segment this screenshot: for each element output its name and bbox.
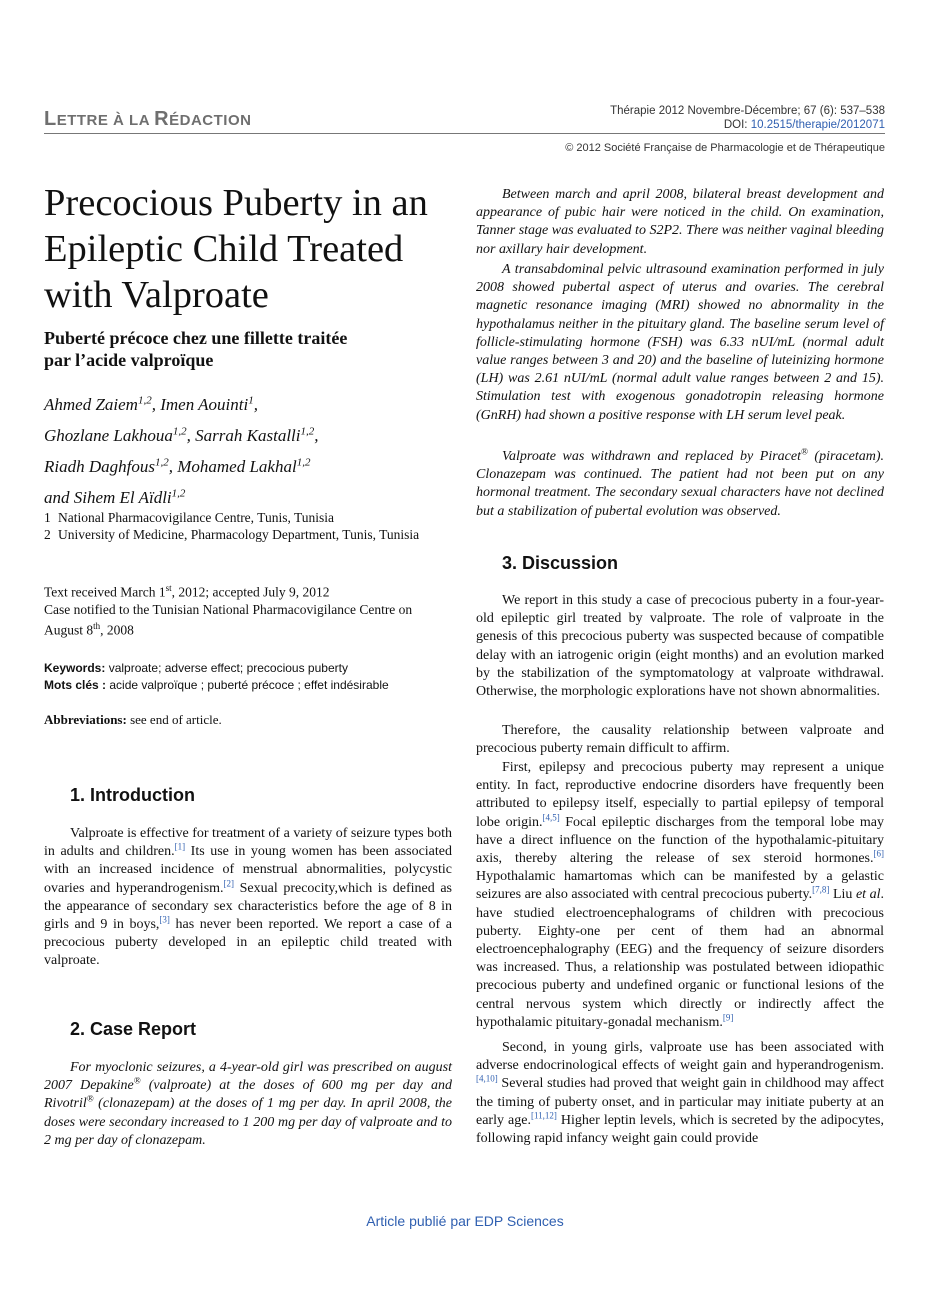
keywords-fr: Mots clés : acide valproïque ; puberté précoce ; effet indésirable — [44, 678, 389, 692]
author: Ghozlane Lakhoua$^{1,2}$, — [44, 425, 196, 445]
citation-link[interactable]: [4,5] — [542, 811, 560, 822]
affiliation: 2 University of Medicine, Pharmacology Department, Tunis, Tunisia — [44, 527, 420, 542]
section-heading-discussion: 3. Discussion — [502, 553, 619, 573]
received-date: Text received March 1st, 2012; accepted July 9, 2012 — [44, 583, 330, 600]
case-paragraph: Valproate was withdrawn and replaced by Piracet® (piracetam). Clonazepam was continued. The patient had not been put on any hormonal treatment. The secondary sexual characters have not declined but a stabilization of pubertal evolution was observed. — [476, 446, 884, 519]
copyright: © 2012 Société Française de Pharmacologie et de Thérapeutique — [565, 142, 885, 154]
keywords-en: Keywords: valproate; adverse effect; precocious puberty — [44, 661, 348, 675]
author: Imen Aouinti$^1$, — [160, 394, 258, 414]
author: and Sihem El Aïdli$^{1,2}$ — [44, 487, 186, 508]
discussion-paragraph: Therefore, the causality relationship between valproate and precocious puberty remain difficult to affirm. — [476, 723, 884, 757]
citation-link[interactable]: [6] — [873, 848, 884, 859]
intro-paragraph: Valproate is effective for treatment of a variety of seizure types both in adults and children.[1] Its use in young women has been associated with an increased incidence of menstrual abnormalities, polycystic ovaries and hyperandrogenism.[2] Sexual precocity,which is defined as the appearance of secondary sex characteristics before the age of 8 in girls and 9 in boys,[3] has never been reported. We report a case of a precocious puberty developed in an epileptic child treated with valproate. — [44, 826, 452, 969]
received-info — [44, 580, 452, 638]
affiliation: 1 National Pharmacovigilance Centre, Tunis, Tunisia — [44, 510, 334, 525]
author-list — [44, 387, 444, 512]
section-label: LETTRE À LA RÉDACTION — [44, 108, 252, 130]
journal-citation: Thérapie 2012 Novembre-Décembre; 67 (6): 537–538 — [610, 105, 885, 117]
author: Ahmed Zaiem$^{1,2}$, — [44, 394, 161, 414]
case-paragraph: For myoclonic seizures, a 4-year-old girl was prescribed on august 2007 Depakine® (valproate) at the doses of 600 mg per day and Rivotril® (clonazepam) at the doses of 1 mg per day. In april 2008, the doses were secondary increased to 1 200 mg per day of valproate and to 2 mg per day of clonazepam. — [44, 1060, 452, 1148]
case-paragraph: Between march and april 2008, bilateral breast development and appearance of pubic hair were noticed in the child. On examination, Tanner stage was evaluated to S2P2. There was neither vaginal bleeding nor axillary hair development. — [476, 187, 884, 257]
article-subtitle: Puberté précoce chez une fillette traitée par l’acide valproïque — [44, 328, 348, 370]
citation-link[interactable]: [7,8] — [812, 884, 830, 895]
citation-link[interactable]: [4,10] — [476, 1073, 498, 1084]
abbreviations: Abbreviations: see end of article. — [44, 712, 222, 727]
discussion-paragraph: We report in this study a case of precocious puberty in a four-year-old epileptic girl treated by valproate. The role of valproate in the genesis of this precocious puberty was suspected because of compatible delay with an iatrogenic origin (eight months) and an evolution marked by the stabilization of the symptomatology at valproate withdrawal. Otherwise, the morphologic explorations have not shown abnormalities. — [476, 593, 884, 700]
journal-meta — [610, 104, 885, 132]
section-heading-case-report: 2. Case Report — [70, 1019, 197, 1039]
article-title: Precocious Puberty in an Epileptic Child Treated with Valproate — [44, 182, 428, 316]
affiliations — [44, 509, 452, 543]
author: Sarrah Kastalli$^{1,2}$, — [195, 425, 319, 445]
section-heading-introduction: 1. Introduction — [70, 785, 195, 805]
discussion-paragraph: Second, in young girls, valproate use has been associated with adverse endocrinological effects of weight gain and hyperandrogenism.[4,10] Several studies had proved that weight gain in childhood may affect the timing of puberty onset, and in particular may initiate puberty at an early age.[11,12] Higher leptin levels, which is secreted by the adipocytes, following rapid infancy weight gain could provide — [476, 1040, 884, 1147]
doi-line: DOI: 10.2515/therapie/2012071 — [723, 119, 885, 131]
citation-link[interactable]: [1] — [174, 841, 186, 852]
citation-link[interactable]: [11,12] — [530, 1110, 557, 1121]
citation-link[interactable]: [2] — [223, 877, 235, 888]
notified-date: Case notified to the Tunisian National Pharmacovigilance Centre on August 8th, 2008 — [44, 601, 413, 637]
keywords — [44, 660, 452, 694]
citation-link[interactable]: [3] — [159, 914, 170, 925]
header-rule — [44, 133, 885, 134]
citation-link[interactable]: [9] — [722, 1012, 734, 1023]
author: Riadh Daghfous$^{1,2}$, — [44, 456, 178, 476]
publisher-footer-link[interactable]: Article publié par EDP Sciences — [366, 1213, 564, 1229]
doi-link[interactable]: 10.2515/therapie/2012071 — [750, 119, 885, 131]
discussion-paragraph: First, epilepsy and precocious puberty may represent a unique entity. In fact, reproductive endocrine disorders have frequently been attributed to epilepsy itself, especially to partial epilepsy of temporal lobe origin.[4,5] Focal epileptic discharges from the temporal lobe may have a direct influence on the function of the hypothalamic-pituitary axis, thereby altering the release of sex steroid hormones.[6] Hypothalamic hamartomas which can be manifested by a gelastic seizures are also associated with central precocious puberty.[7,8] Liu et al. have studied electroencephalograms of children with precocious puberty. Eighty-one per cent of them had an abnormal electroencephalography (EEG) and the frequency of seizure disorders was increased. Thus, a relationship was postulated between idiopathic precocious puberty and undefined organic or functional lesions of the central nervous system which directly or indirectly affect the hypothalamic pituitary-gonadal mechanism.[9] — [476, 760, 885, 1030]
author: Mohamed Lakhal$^{1,2}$ — [177, 456, 311, 476]
case-paragraph: A transabdominal pelvic ultrasound examination performed in july 2008 showed pubertal aspect of uterus and ovaries. The cerebral magnetic resonance imaging (MRI) showed no abnormality in the hypothalamus neither in the pituitary gland. The baseline serum level of follicle-stimulating hormone (FSH) was 6.33 nUI/mL (normal adult value ranges between 3 and 20) and the baseline of luteinizing hormone (LH) was 2.61 nUI/mL (normal adult value ranges between 2 and 15). Stimulation test with exogenous gonadotropin releasing hormone (GnRH) had shown a positive response with LH serum level peak. — [476, 262, 884, 423]
